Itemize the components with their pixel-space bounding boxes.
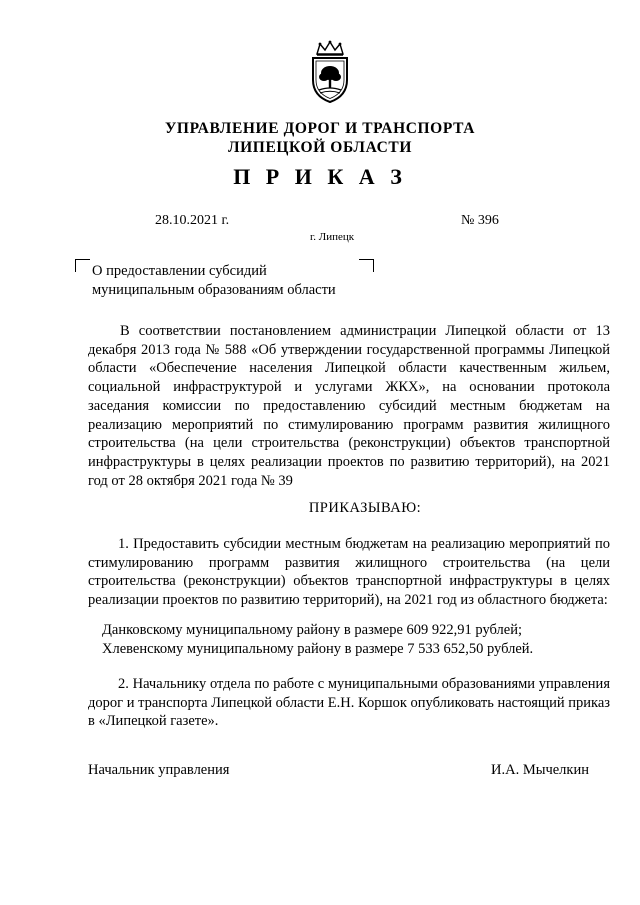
item2-paragraph: 2. Начальнику отдела по работе с муниципальными образованиями управления дорог и транспорта Липецкой области Е.Н. Коршок опубликовать настоящий приказ в «Липецкой газете». [88, 676, 610, 730]
document-date: 28.10.2021 г. [155, 213, 230, 228]
subject-line1: О предоставлении субсидий [92, 263, 267, 279]
organization-name-line2: ЛИПЕЦКОЙ ОБЛАСТИ [228, 139, 412, 156]
preamble-paragraph: В соответствии постановлением администрации Липецкой области от 13 декабря 2013 года № 588 «Об утверждении государственной программы Липецкой области «Обеспечение населения Липецкой области качественным жильем, социальной инфраструктурой и услугами ЖКХ», на основании протокола заседания комиссии по предоставлению субсидий местным бюджетам на реализацию мероприятий по стимулированию программ развития жилищного строительства (на цели строительства (реконструкции) объектов транспортной инфраструктуры в целях реализации проектов по развитию территорий), на 2021 год от 28 октября 2021 года № 39 [88, 323, 610, 489]
subject-line2: муниципальным образованиям области [92, 282, 336, 298]
coat-of-arms-icon [305, 40, 355, 104]
signatory-name: И.А. Мычелкин [491, 762, 589, 778]
document-subject [92, 262, 336, 300]
subject-corner-left [75, 259, 90, 272]
document-city: г. Липецк [310, 231, 355, 243]
document-title: П Р И К А З [233, 164, 407, 189]
item1-paragraph: 1. Предоставить субсидии местным бюджетам на реализацию мероприятий по стимулированию программ развития жилищного строительства (на цели строительства (реконструкции) объектов транспортной инфраструктуры в целях реализации проектов по развитию территорий), на 2021 год из областного бюджета: [88, 536, 610, 609]
order-word: ПРИКАЗЫВАЮ: [308, 500, 422, 516]
document-number: № 396 [461, 213, 499, 228]
item1-recipient-line1: Данковскому муниципальному району в размере 609 922,91 рублей; [102, 622, 522, 638]
signatory-position: Начальник управления [88, 762, 230, 778]
subject-corner-right [359, 259, 374, 272]
organization-name-line1: УПРАВЛЕНИЕ ДОРОГ И ТРАНСПОРТА [164, 120, 476, 137]
item1-recipient-line2: Хлевенскому муниципальному району в размере 7 533 652,50 рублей. [102, 641, 534, 657]
